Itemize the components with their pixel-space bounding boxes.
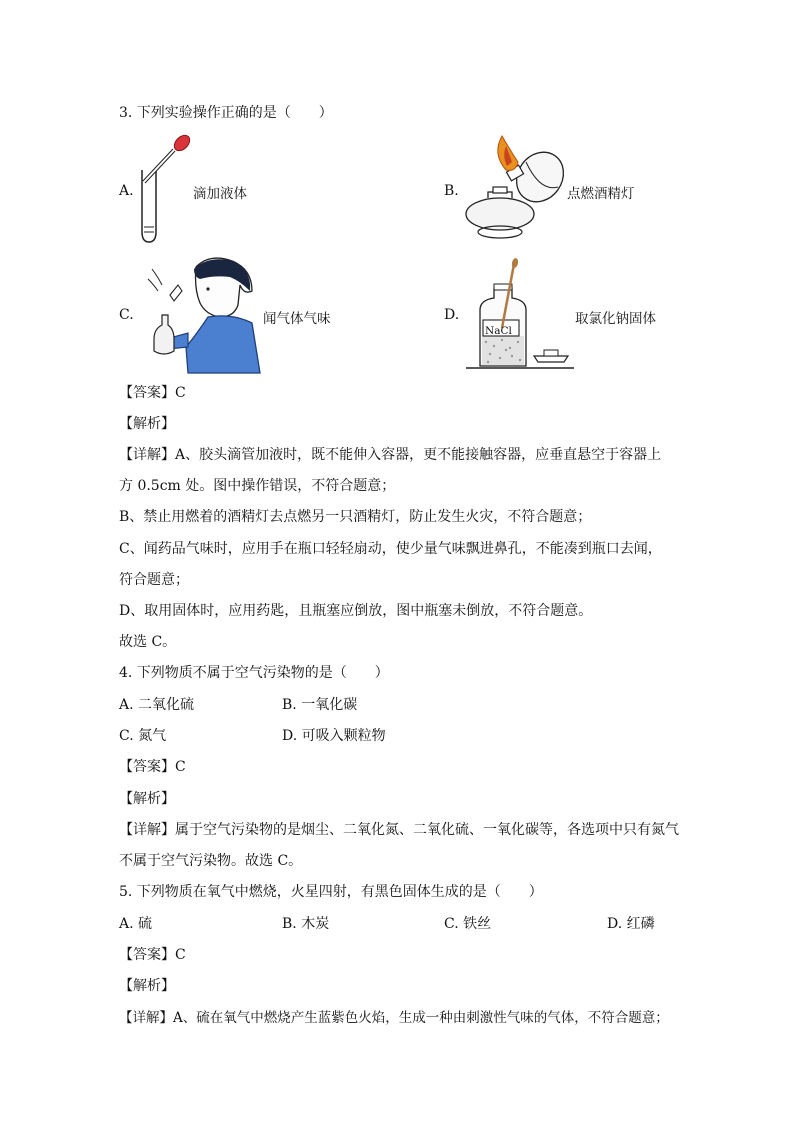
option-d-caption: 取氯化钠固体: [575, 311, 656, 327]
question-5-option-a: A. 硫: [119, 916, 153, 932]
option-d-letter: D.: [444, 307, 460, 323]
option-c-letter: C.: [119, 307, 134, 323]
question-4-detail-line: 【详解】属于空气污染物的是烟尘、二氧化氮、二氧化硫、一氧化碳等，各选项中只有氮气: [119, 822, 679, 838]
question-4-option-b: B. 一氧化碳: [282, 697, 358, 713]
option-c-caption: 闻气体气味: [263, 311, 331, 327]
question-5-option-d: D. 红磷: [607, 916, 655, 932]
question-5-analysis-title: 【解析】: [119, 978, 175, 994]
question-5-stem: 5. 下列物质在氧气中燃烧，火星四射，有黑色固体生成的是（ ）: [119, 884, 543, 900]
option-a-letter: A.: [119, 183, 134, 199]
salt-bottle-illustration: [464, 258, 579, 373]
question-3-detail-line: D、取用固体时，应用药匙，且瓶塞应倒放，图中瓶塞未倒放，不符合题意。: [119, 603, 593, 619]
question-4-detail-line: 不属于空气污染物。故选 C。: [119, 853, 303, 869]
question-4-answer: 【答案】C: [119, 759, 186, 775]
question-4-option-d: D. 可吸入颗粒物: [282, 728, 386, 744]
dropper-test-tube-illustration: [138, 132, 198, 247]
alcohol-lamp-illustration: [462, 132, 572, 247]
question-3-detail-line: C、闻药品气味时，应用手在瓶口轻轻扇动，使少量气味飘进鼻孔，不能凑到瓶口去闻，: [119, 541, 662, 557]
option-a-caption: 滴加液体: [193, 186, 247, 202]
question-4-analysis-title: 【解析】: [119, 791, 175, 807]
question-5-option-b: B. 木炭: [282, 916, 330, 932]
smelling-gas-illustration: [148, 255, 263, 375]
question-5-answer: 【答案】C: [119, 947, 186, 963]
question-3-detail-line: B、禁止用燃着的酒精灯去点燃另一只酒精灯，防止发生火灾，不符合题意；: [119, 509, 592, 525]
question-3-detail-line: 【详解】A、胶头滴管加液时，既不能伸入容器，更不能接触容器，应垂直悬空于容器上: [119, 447, 662, 463]
question-5-detail-line: 【详解】A、硫在氧气中燃烧产生蓝紫色火焰，生成一种由刺激性气味的气体，不符合题意；: [119, 1010, 669, 1026]
option-b-caption: 点燃酒精灯: [567, 186, 635, 202]
nacl-label: NaCl: [485, 325, 512, 337]
question-3-detail-line: 符合题意；: [119, 572, 189, 588]
option-b-letter: B.: [444, 183, 459, 199]
question-3-detail-line: 方 0.5cm 处。图中操作错误，不符合题意；: [119, 478, 396, 494]
question-3-answer: 【答案】C: [119, 385, 186, 401]
question-3-stem: 3. 下列实验操作正确的是（ ）: [119, 105, 333, 121]
question-4-option-c: C. 氮气: [119, 728, 167, 744]
question-4-option-a: A. 二氧化硫: [119, 697, 195, 713]
question-5-option-c: C. 铁丝: [444, 916, 492, 932]
question-3-detail-line: 故选 C。: [119, 634, 177, 650]
question-3-analysis-title: 【解析】: [119, 416, 175, 432]
question-4-stem: 4. 下列物质不属于空气污染物的是（ ）: [119, 665, 389, 681]
